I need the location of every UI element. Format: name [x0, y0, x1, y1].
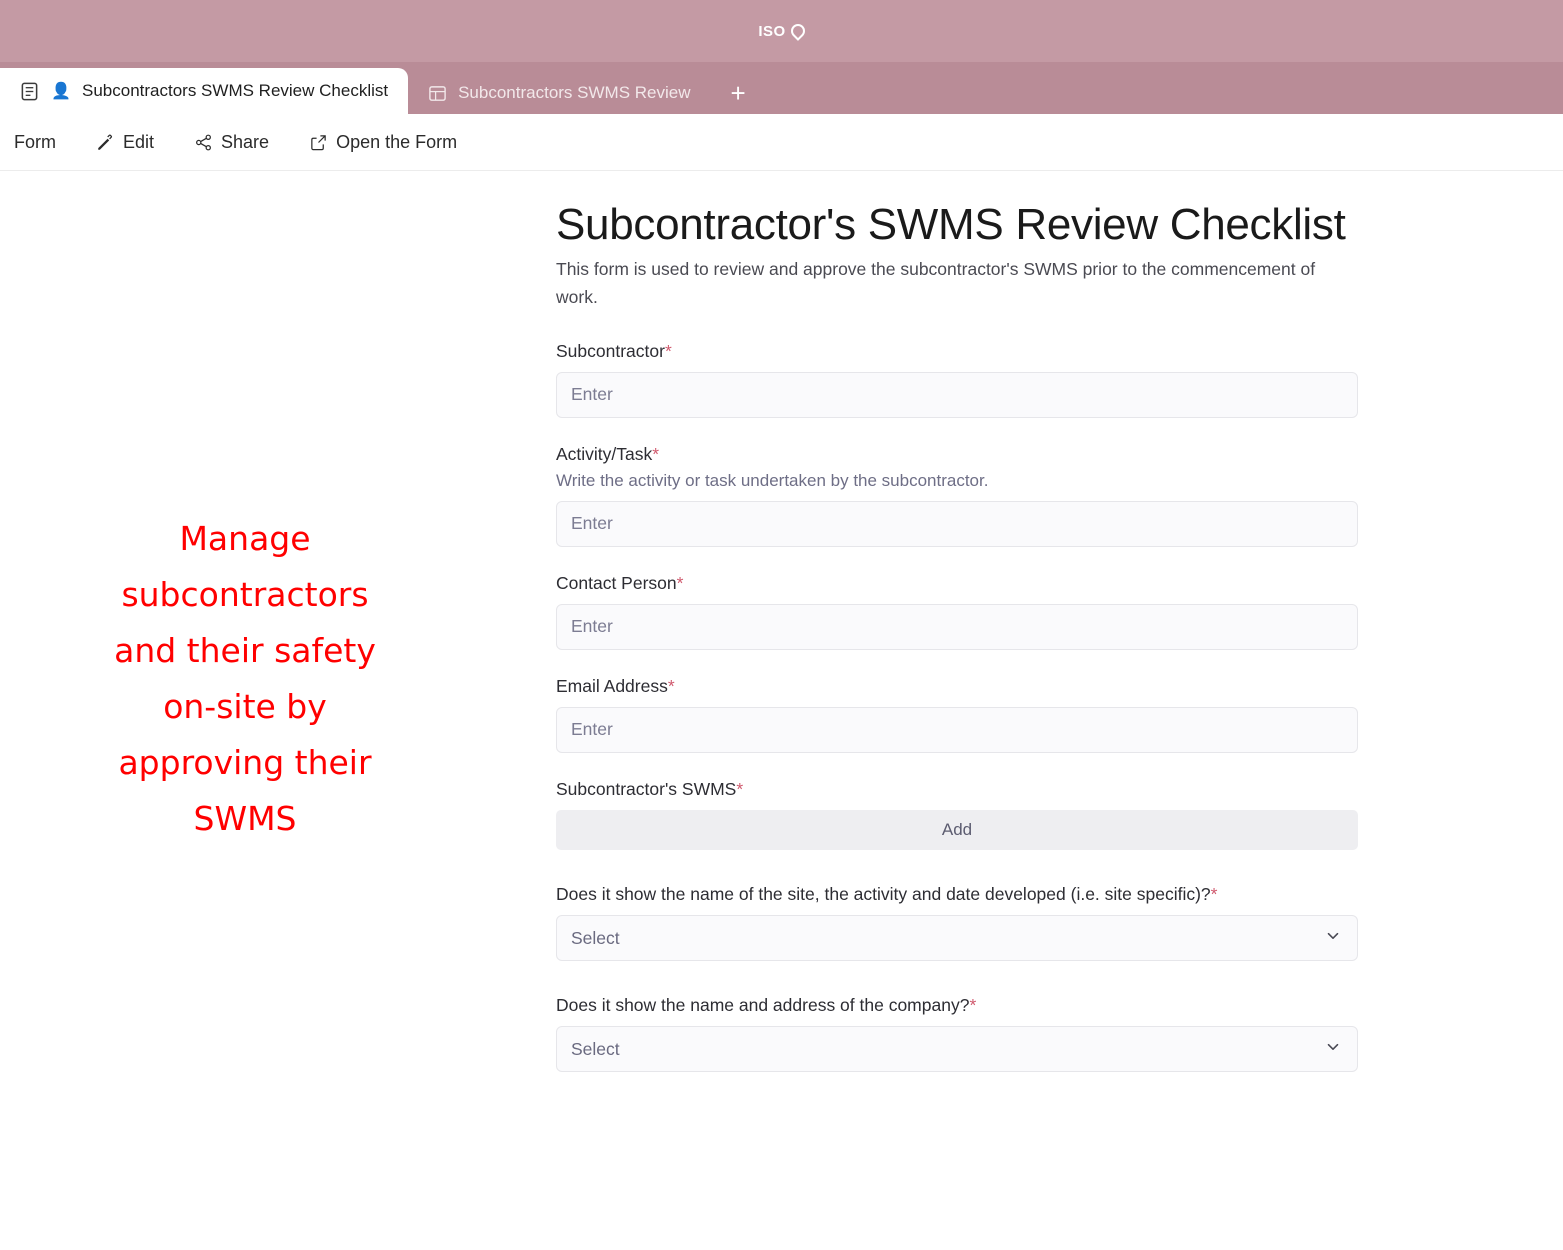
cloud-leaf-icon: [788, 21, 808, 41]
tab-subcontractors-swms-review-checklist[interactable]: [0, 68, 408, 114]
field-company-name-address-question: [556, 995, 1358, 1072]
field-label: [556, 995, 1358, 1016]
brand-bar: [0, 0, 1563, 62]
field-help-text: Write the activity or task undertaken by the subcontractor.: [556, 470, 989, 490]
annotation-text: Manage subcontractors and their safety on-site by approving their SWMS: [114, 519, 376, 839]
field-label-text: Activity/Task: [556, 443, 653, 464]
add-attachment-button[interactable]: Add: [556, 810, 1358, 850]
required-mark: *: [667, 675, 675, 696]
add-tab-button[interactable]: +: [730, 78, 746, 108]
required-mark: *: [736, 778, 744, 799]
toolbar-share-label: Share: [221, 131, 270, 152]
tab-label: Subcontractors SWMS Review Checklist: [82, 81, 389, 100]
company-name-address-select[interactable]: [556, 1026, 1358, 1072]
toolbar-form-label: Form: [14, 131, 56, 152]
activity-task-input[interactable]: [556, 501, 1358, 547]
field-label-text: Does it show the name of the site, the activity and date developed (i.e. site specific)?: [556, 883, 1211, 904]
pencil-icon: [96, 133, 115, 152]
field-site-specific-question: [556, 884, 1358, 961]
logo-text: ISO: [758, 22, 786, 40]
form-doc-icon: [18, 80, 40, 102]
field-contact-person: [556, 573, 1358, 650]
email-address-input[interactable]: [556, 707, 1358, 753]
tab-label: Subcontractors SWMS Review: [458, 83, 691, 102]
toolbar-edit-label: Edit: [123, 131, 155, 152]
field-activity-task: [556, 444, 1358, 547]
field-label: [556, 573, 1358, 594]
form-description: This form is used to review and approve the subcontractor's SWMS prior to the commencement of work.: [556, 259, 1316, 307]
form-content-area: [0, 171, 1563, 1249]
toolbar-share-button[interactable]: [188, 128, 275, 157]
required-mark: *: [1210, 883, 1218, 904]
person-icon: 👤: [51, 83, 71, 100]
field-label-text: Email Address: [556, 675, 668, 696]
field-label-text: Subcontractor: [556, 340, 665, 361]
select-wrapper: [556, 1026, 1358, 1072]
required-mark: *: [652, 443, 660, 464]
field-label: [556, 676, 1358, 697]
site-specific-select[interactable]: [556, 915, 1358, 961]
field-label: [556, 444, 1358, 465]
toolbar-open-form-button[interactable]: [303, 128, 463, 157]
field-subcontractor: [556, 341, 1358, 418]
share-icon: [194, 133, 213, 152]
toolbar-edit-button[interactable]: [90, 128, 160, 157]
field-label-text: Contact Person: [556, 572, 677, 593]
field-subcontractors-swms: [556, 779, 1358, 850]
required-mark: *: [969, 994, 977, 1015]
field-label-text: Does it show the name and address of the company?: [556, 994, 970, 1015]
page-title: Subcontractor's SWMS Review Checklist: [556, 200, 1346, 249]
table-grid-icon: [426, 82, 448, 104]
field-label-text: Subcontractor's SWMS: [556, 778, 737, 799]
field-label: [556, 884, 1358, 905]
select-wrapper: [556, 915, 1358, 961]
external-link-icon: [309, 133, 328, 152]
tab-subcontractors-swms-review[interactable]: [408, 72, 710, 114]
subcontractor-input[interactable]: [556, 372, 1358, 418]
form-column: [556, 199, 1358, 1098]
iso-logo: [758, 23, 804, 40]
tab-strip: [0, 62, 1563, 114]
contact-person-input[interactable]: [556, 604, 1358, 650]
toolbar-form-button[interactable]: [8, 128, 62, 157]
field-label: [556, 779, 1358, 800]
field-label: [556, 341, 1358, 362]
toolbar-open-form-label: Open the Form: [336, 131, 458, 152]
required-mark: *: [664, 340, 672, 361]
required-mark: *: [676, 572, 684, 593]
form-toolbar: [0, 114, 1563, 171]
field-email-address: [556, 676, 1358, 753]
